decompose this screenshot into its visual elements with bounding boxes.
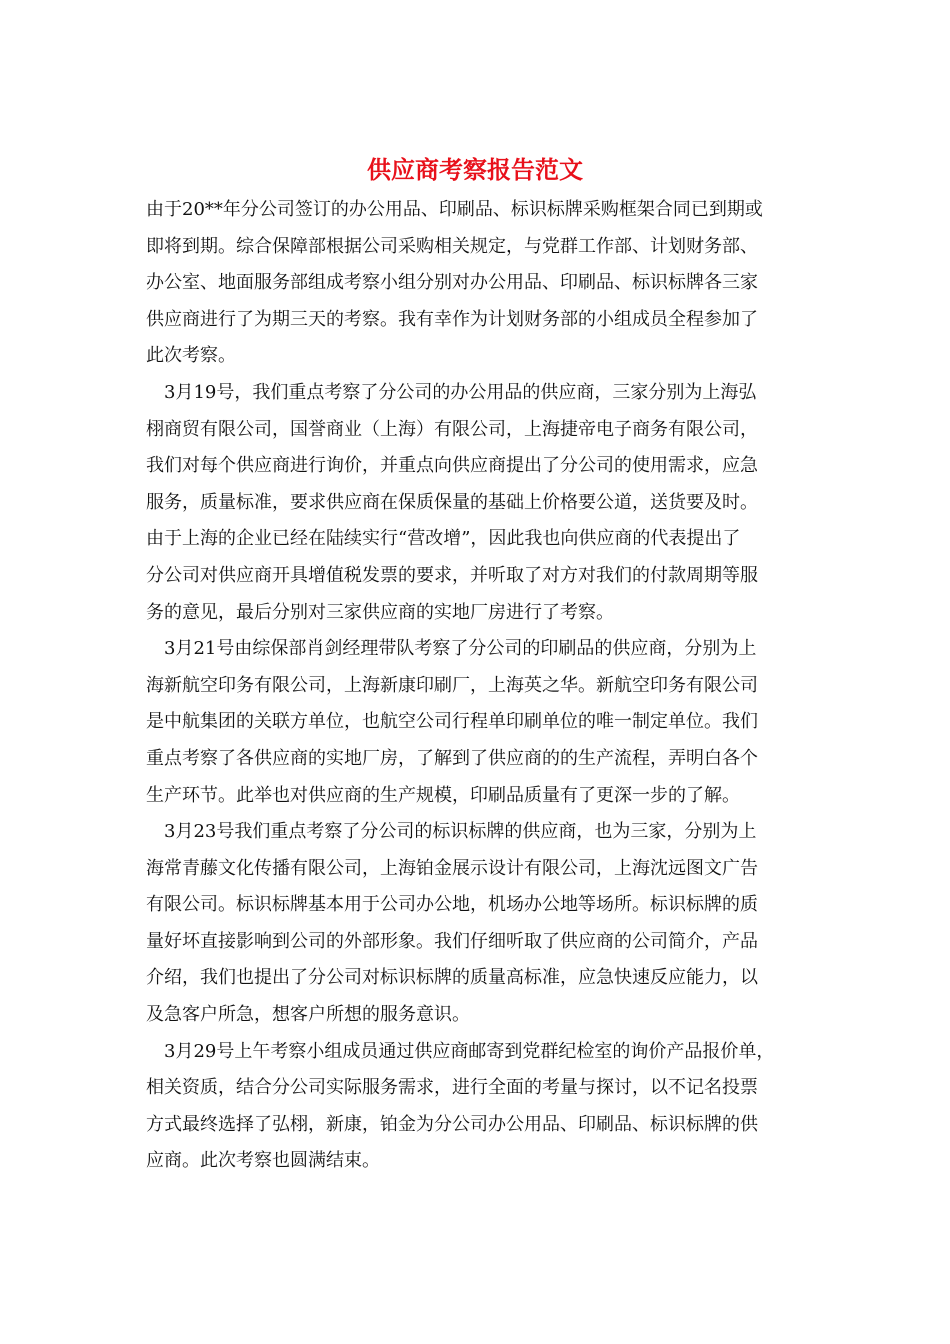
text-line: 介绍，我们也提出了分公司对标识标牌的质量高标准，应急快速反应能力，以 bbox=[146, 967, 758, 989]
paragraph-4 bbox=[146, 814, 814, 1034]
text-line: 量好坏直接影响到公司的外部形象。我们仔细听取了供应商的公司简介，产品 bbox=[146, 930, 758, 952]
text-line: 办公室、地面服务部组成考察小组分别对办公用品、印刷品、标识标牌各三家 bbox=[146, 272, 758, 294]
text-line: 3月23号我们重点考察了分公司的标识标牌的供应商，也为三家，分别为上 bbox=[146, 821, 757, 843]
text-line: 3月19号，我们重点考察了分公司的办公用品的供应商，三家分别为上海弘 bbox=[146, 381, 757, 403]
text-line: 即将到期。综合保障部根据公司采购相关规定，与党群工作部、计划财务部、 bbox=[146, 235, 758, 257]
paragraph-3 bbox=[146, 631, 814, 814]
text-line: 生产环节。此举也对供应商的生产规模，印刷品质量有了更深一步的了解。 bbox=[146, 784, 740, 806]
document-body bbox=[146, 192, 814, 1180]
text-line: 海常青藤文化传播有限公司，上海铂金展示设计有限公司，上海沈远图文广告 bbox=[146, 857, 758, 879]
text-line: 重点考察了各供应商的实地厂房，了解到了供应商的的生产流程，弄明白各个 bbox=[146, 747, 758, 769]
text-line: 供应商进行了为期三天的考察。我有幸作为计划财务部的小组成员全程参加了 bbox=[146, 308, 758, 330]
text-line: 是中航集团的关联方单位，也航空公司行程单印刷单位的唯一制定单位。我们 bbox=[146, 711, 758, 733]
text-line: 由于上海的企业已经在陆续实行“营改增”，因此我也向供应商的代表提出了 bbox=[146, 528, 741, 550]
text-line: 分公司对供应商开具增值税发票的要求，并听取了对方对我们的付款周期等服 bbox=[146, 564, 758, 586]
paragraph-5 bbox=[146, 1034, 814, 1180]
text-line: 及急客户所急，想客户所想的服务意识。 bbox=[146, 1004, 470, 1026]
text-line: 由于20**年分公司签订的办公用品、印刷品、标识标牌采购框架合同已到期或 bbox=[146, 199, 763, 220]
text-line: 服务，质量标准，要求供应商在保质保量的基础上价格要公道，送货要及时。 bbox=[146, 491, 758, 513]
text-line: 相关资质，结合分公司实际服务需求，进行全面的考量与探讨，以不记名投票 bbox=[146, 1077, 758, 1099]
text-line: 海新航空印务有限公司，上海新康印刷厂，上海英之华。新航空印务有限公司 bbox=[146, 674, 758, 696]
text-line: 3月29号上午考察小组成员通过供应商邮寄到党群纪检室的询价产品报价单， bbox=[146, 1040, 775, 1062]
text-line: 有限公司。标识标牌基本用于公司办公地，机场办公地等场所。标识标牌的质 bbox=[146, 894, 758, 916]
text-line: 我们对每个供应商进行询价，并重点向供应商提出了分公司的使用需求，应急 bbox=[146, 455, 758, 477]
document-title: 供应商考察报告范文 bbox=[367, 155, 583, 184]
text-line: 方式最终选择了弘栩，新康，铂金为分公司办公用品、印刷品、标识标牌的供 bbox=[146, 1113, 758, 1135]
paragraph-2 bbox=[146, 375, 814, 631]
text-line: 栩商贸有限公司，国誉商业（上海）有限公司，上海捷帝电子商务有限公司， bbox=[146, 418, 758, 440]
paragraph-1 bbox=[146, 192, 814, 375]
text-line: 务的意见，最后分别对三家供应商的实地厂房进行了考察。 bbox=[146, 601, 614, 623]
text-line: 3月21号由综保部肖剑经理带队考察了分公司的印刷品的供应商，分别为上 bbox=[146, 638, 757, 660]
text-line: 此次考察。 bbox=[146, 345, 236, 367]
text-line: 应商。此次考察也圆满结束。 bbox=[146, 1150, 380, 1172]
